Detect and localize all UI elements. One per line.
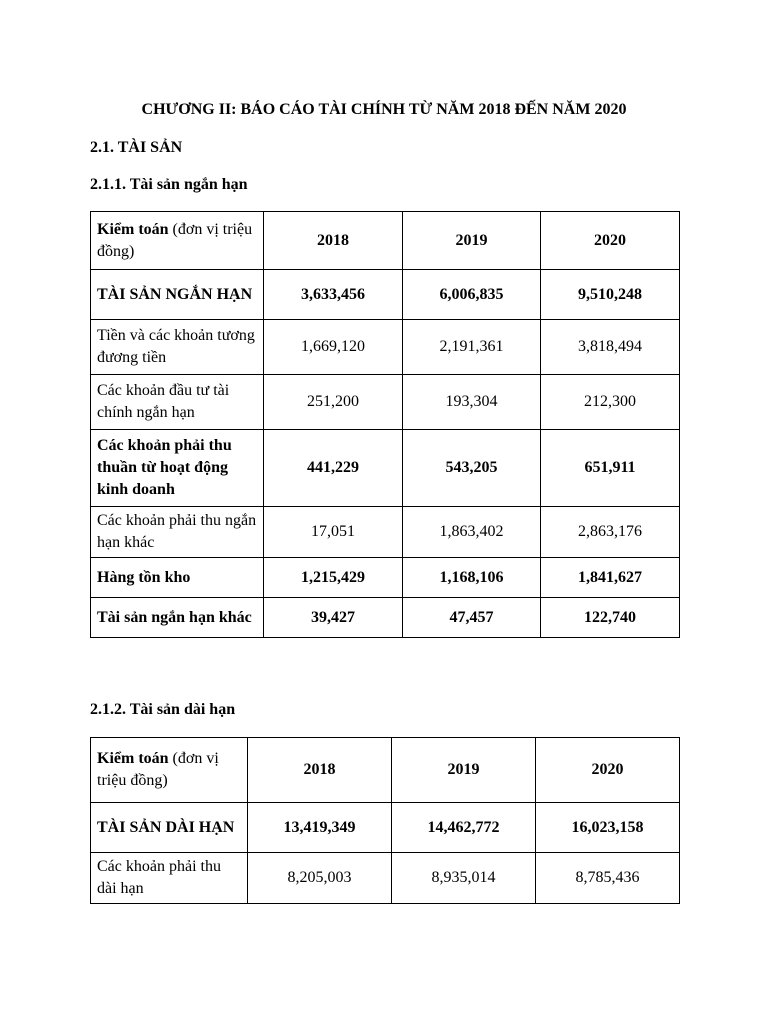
row-value: 3,818,494 <box>541 320 680 375</box>
row-value: 1,669,120 <box>264 320 403 375</box>
row-value: 651,911 <box>541 430 680 507</box>
table-row <box>91 507 680 558</box>
row-value: 3,633,456 <box>264 270 403 320</box>
header-label-cell <box>91 738 248 803</box>
table-row <box>91 853 680 904</box>
header-year: 2018 <box>264 212 403 270</box>
row-value: 8,935,014 <box>392 853 536 904</box>
row-value: 2,191,361 <box>403 320 541 375</box>
row-label: Các khoản phải thu thuần từ hoạt động kinh doanh <box>91 430 264 507</box>
header-label-unit: (đơn vị triệu đồng) <box>97 750 219 789</box>
table-header-row <box>91 738 680 803</box>
header-label-bold: Kiểm toán <box>97 220 169 238</box>
row-value: 6,006,835 <box>403 270 541 320</box>
row-value: 1,168,106 <box>403 558 541 598</box>
row-value: 193,304 <box>403 375 541 430</box>
row-value: 17,051 <box>264 507 403 558</box>
row-label: Các khoản phải thu dài hạn <box>91 853 248 904</box>
row-label: Tài sản ngắn hạn khác <box>91 598 264 638</box>
row-value: 212,300 <box>541 375 680 430</box>
row-label: Tiền và các khoản tương đương tiền <box>91 320 264 375</box>
row-value: 122,740 <box>541 598 680 638</box>
row-value: 2,863,176 <box>541 507 680 558</box>
row-value: 441,229 <box>264 430 403 507</box>
header-year: 2018 <box>248 738 392 803</box>
table-row <box>91 270 680 320</box>
row-value: 14,462,772 <box>392 803 536 853</box>
row-value: 1,215,429 <box>264 558 403 598</box>
row-value: 1,841,627 <box>541 558 680 598</box>
row-value: 16,023,158 <box>536 803 680 853</box>
header-label-cell <box>91 212 264 270</box>
header-label-unit: (đơn vị triệu đồng) <box>97 220 253 260</box>
table-row <box>91 803 680 853</box>
row-value: 543,205 <box>403 430 541 507</box>
chapter-title: CHƯƠNG II: BÁO CÁO TÀI CHÍNH TỪ NĂM 2018 ĐẾN NĂM 2020 <box>141 101 627 118</box>
row-value: 9,510,248 <box>541 270 680 320</box>
short-term-heading: 2.1.1. Tài sản ngắn hạn <box>90 176 248 193</box>
row-label: Hàng tồn kho <box>91 558 264 598</box>
table-row <box>91 375 680 430</box>
table-row <box>91 598 680 638</box>
long-term-heading: 2.1.2. Tài sản dài hạn <box>90 701 236 718</box>
section-heading: 2.1. TÀI SẢN <box>90 139 183 156</box>
row-value: 8,205,003 <box>248 853 392 904</box>
short-term-assets-table <box>90 211 680 638</box>
row-label: TÀI SẢN DÀI HẠN <box>91 803 248 853</box>
row-value: 39,427 <box>264 598 403 638</box>
table-row <box>91 430 680 507</box>
row-value: 8,785,436 <box>536 853 680 904</box>
header-year: 2019 <box>403 212 541 270</box>
row-value: 251,200 <box>264 375 403 430</box>
long-term-assets-table <box>90 737 680 904</box>
row-label: Các khoản đầu tư tài chính ngắn hạn <box>91 375 264 430</box>
header-year: 2019 <box>392 738 536 803</box>
table-row <box>91 558 680 598</box>
row-label: Các khoản phải thu ngắn hạn khác <box>91 507 264 558</box>
row-label: TÀI SẢN NGẮN HẠN <box>91 270 264 320</box>
row-value: 1,863,402 <box>403 507 541 558</box>
row-value: 47,457 <box>403 598 541 638</box>
header-label-bold: Kiểm toán <box>97 750 169 767</box>
header-year: 2020 <box>541 212 680 270</box>
table-header-row <box>91 212 680 270</box>
header-year: 2020 <box>536 738 680 803</box>
row-value: 13,419,349 <box>248 803 392 853</box>
table-row <box>91 320 680 375</box>
